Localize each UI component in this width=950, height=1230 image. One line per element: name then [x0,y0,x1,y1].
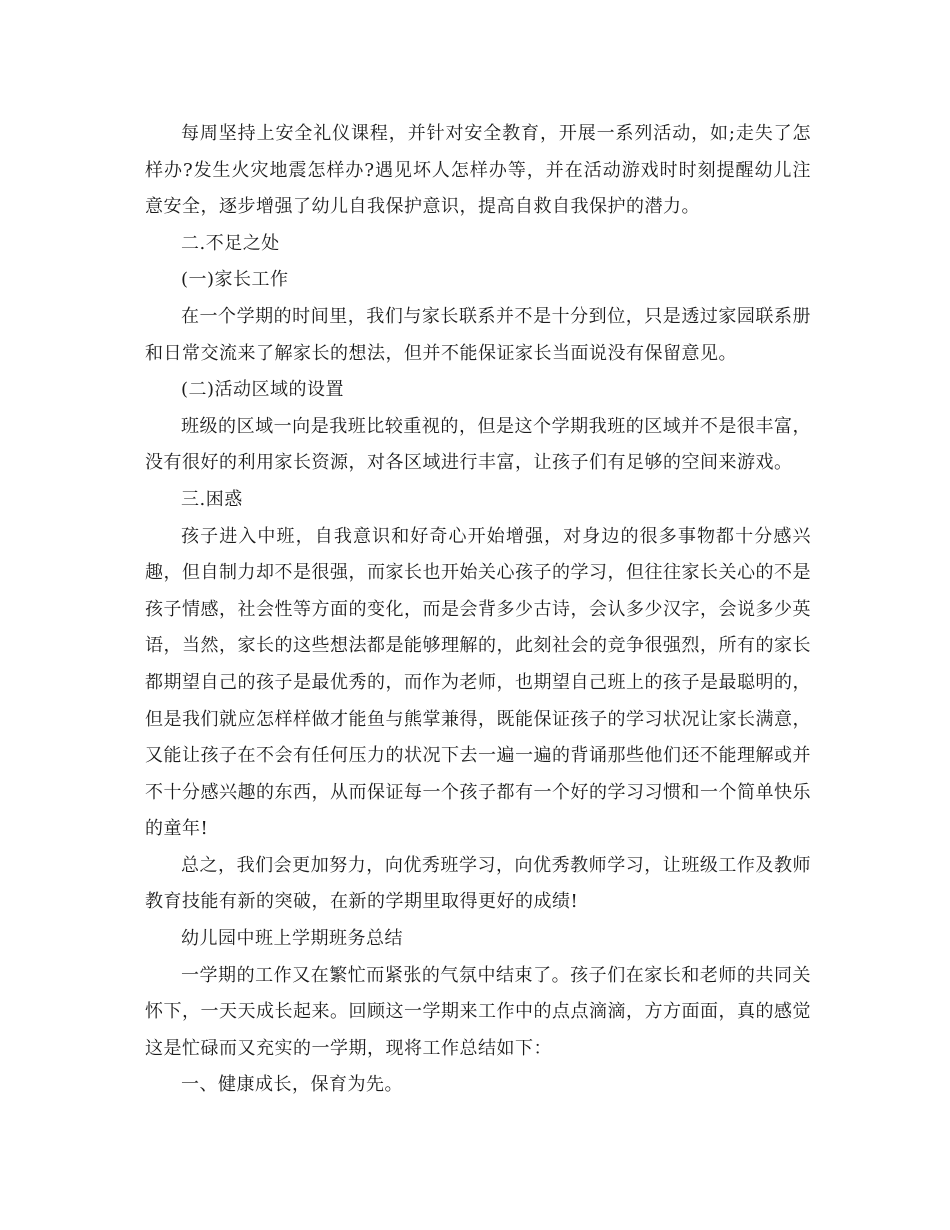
paragraph-confusion: 孩子进入中班，自我意识和好奇心开始增强，对身边的很多事物都十分感兴趣，但自制力却不是很强，而家长也开始关心孩子的学习，但往往家长关心的不是孩子情感，社会性等方面的变化，而是会背多少古诗，会认多少汉字，会说多少英语，当然，家长的这些想法都是能够理解的，此刻社会的竞争很强烈，所有的家长都期望自己的孩子是最优秀的，而作为老师，也期望自己班上的孩子是最聪明的，但是我们就应怎样样做才能鱼与熊掌兼得，既能保证孩子的学习状况让家长满意，又能让孩子在不会有任何压力的状况下去一遍一遍的背诵那些他们还不能理解或并不十分感兴趣的东西，从而保证每一个孩子都有一个好的学习习惯和一个简单快乐的童年! [145,525,811,840]
paragraph-safety-education: 每周坚持上安全礼仪课程，并针对安全教育，开展一系列活动，如;走失了怎样办?发生火灾地震怎样办?遇见坏人怎样办等，并在活动游戏时时刻提醒幼儿注意安全，逐步增强了幼儿自我保护意识，提高自救自我保护的潜力。 [145,123,811,218]
document-body [145,116,811,1104]
paragraph-activity-areas: 班级的区域一向是我班比较重视的，但是这个学期我班的区域并不是很丰富，没有很好的利用家长资源，对各区域进行丰富，让孩子们有足够的空间来游戏。 [145,415,811,474]
paragraph-semester-intro: 一学期的工作又在繁忙而紧张的气氛中结束了。孩子们在家长和老师的共同关怀下，一天天成长起来。回顾这一学期来工作中的点点滴滴，方方面面，真的感觉这是忙碌而又充实的一学期，现将工作总结如下： [145,964,811,1059]
section-heading-shortcomings: 二.不足之处 [181,232,280,254]
subsection-heading-activity-areas: (二)活动区域的设置 [181,379,345,401]
paragraph-parent-work: 在一个学期的时间里，我们与家长联系并不是十分到位，只是透过家园联系册和日常交流来了解家长的想法，但并不能保证家长当面说没有保留意见。 [145,305,811,364]
section-heading-confusion: 三.困惑 [181,488,243,510]
paragraph-conclusion: 总之，我们会更加努力，向优秀班学习，向优秀教师学习，让班级工作及教师教育技能有新的突破，在新的学期里取得更好的成绩! [145,854,811,913]
document-title-semester-summary: 幼儿园中班上学期班务总结 [181,928,403,950]
subsection-heading-parent-work: (一)家长工作 [181,269,289,291]
section-heading-healthy-growth: 一、健康成长，保育为先。 [181,1074,403,1096]
